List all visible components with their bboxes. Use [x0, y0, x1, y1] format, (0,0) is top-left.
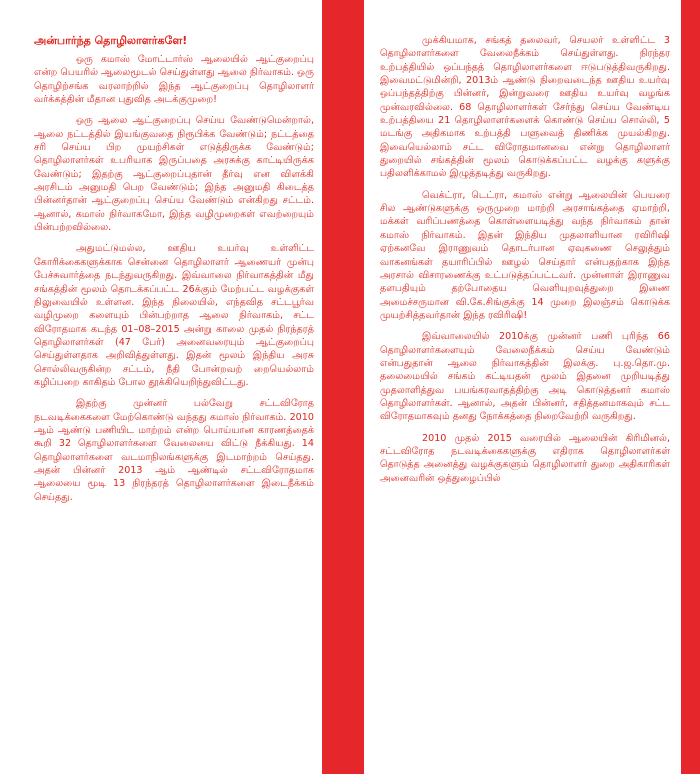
left-column [34, 0, 314, 774]
left-paragraph-2: ஒரு ஆலை ஆட்குறைப்பு செய்ய வேண்டுமென்றால், ஆலை நட்டத்தில் இயங்குவதை நிரூபிக்க வேண்டும்; நட்டத்தை சரி செய்ய பிற முயற்சிகள் எடுத்திருக்க வேண்டும்; தொழிலாளர்கள் உபரியாக இருப்பதை அரசுக்கு காட்டியிருக்க வேண்டும்; இதற்கு ஆட்குறைப்புதான் தீர்வு என விளக்கி அரசிடம் அனுமதி பெற வேண்டும்; இந்த அனுமதி கிடைத்த பின்னர்தான் ஆட்குறைப்பு செய்ய வேண்டும் என்கிறது சட்டம். ஆனால், கமாஸ் நிர்வாகமோ, இந்த வழிமுறைகள் எவற்றையும் பின்பற்றவில்லை. [34, 115, 314, 234]
left-paragraph-1: ஒரு கமாஸ் மோட்டார்ஸ் ஆலையில் ஆட்குறைப்பு என்ற பெயரில் ஆலைமூடல் செய்துள்ளது ஆலை நிர்வாகம். ஒரு தொழிற்சங்க வரலாற்றில் இந்த ஆட்குறைப்பு தொழிலாளர் வர்க்கத்தின் மீதான புதுவித அடக்குமுறை! [34, 54, 314, 106]
right-column [380, 0, 670, 774]
right-paragraph-3: இவ்வாலையில் 2010க்கு முன்னர் பணி புரிந்த 66 தொழிலாளர்களையும் வேலைநீக்கம் செய்ய வேண்டும் என்பதுதான் ஆலை நிர்வாகத்தின் இலக்கு. பு.ஜ.தொ.மு. தலைமையில் சங்கம் கட்டியதன் மூலம் இதனை முறியடித்து முதலாளித்துவ பயங்கரவாதத்திற்கு அடி கொடுத்தனர் கமாஸ் தொழிலாளர்கள். ஆனால், அதன் பின்னர், சதித்தனமாகவும் சட்ட விரோதமாகவும் தனது நோக்கத்தை நிறைவேற்றி வருகிறது. [380, 331, 670, 423]
right-paragraph-1: முக்கியமாக, சங்கத் தலைவர், செயலர் உள்ளிட்ட 3 தொழிலாளர்களை வேலைநீக்கம் செய்துள்ளது. நிரந்தர உற்பத்தியில் ஒப்பந்தத் தொழிலாளர்களை ஈடுபடுத்திவருகிறது. இவைமட்டுமின்றி, 2013ம் ஆண்டு நிறைவடைந்த ஊதிய உயர்வு ஒப்பந்தத்திற்கு பின்னர், இன்றுவரை ஊதிய உயர்வு வழங்க முன்வரவில்லை. 68 தொழிலாளர்கள் சேர்ந்து செய்ய வேண்டிய உற்பத்தியை 21 தொழிலாளர்களைக் கொண்டு செய்ய சொல்லி, 5 மடங்கு அதிகமாக உற்பத்தி பளுவைத் திணிக்க முயல்கிறது. இவையெல்லாம் சட்ட விரோதமானவை என்று தொழிலாளர் துறையில் சங்கத்தின் மூலம் கொடுக்கப்பட்ட வழக்கு களுக்கு பதிலளிக்காமல் இழுத்தடித்து வருகிறது. [380, 35, 670, 180]
page-heading: அன்பார்ந்த தொழிலாளர்களே! [34, 34, 188, 47]
right-paragraph-4: 2010 முதல் 2015 வரையில் ஆலையின் கிரிமினல், சட்டவிரோத நடவடிக்கைகளுக்கு எதிராக தொழிலாளர்கள் தொடுத்த அனைத்து வழக்குகளும் தொழிலாளர் துறை அதிகாரிகள் அனைவரின் ஒத்துழைப்பில் [380, 432, 670, 484]
left-paragraph-3: அதுமட்டுமல்ல, ஊதிய உயர்வு உள்ளிட்ட கோரிக்கைகளுக்காக சென்னை தொழிலாளர் ஆணையர் முன்பு பேச்சுவார்த்தை நடந்துவருகிறது. இவ்வாலை நிர்வாகத்தின் மீது சங்கத்தின் மூலம் தொடக்கப்பட்ட 26க்கும் மேற்பட்ட வழக்குகள் நிலுவையில் உள்ளன. இந்த நிலையில், எந்தவித சட்டபூர்வ வழிமுறை களையும் பின்பற்றாத ஆலை நிர்வாகம், சட்ட விரோதமாக கடந்த 01–08–2015 அன்று காலை முதல் நிரந்தரத் தொழிலாளர்கள் (47 பேர்) அனைவரையும் ஆட்குறைப்பு செய்துள்ளதாக அறிவித்துள்ளது. இதன் மூலம் இந்திய அரசு சொல்லிவருகின்ற சட்டம், நீதி போன்றவற் றையெல்லாம் கழிப்பறை காகிதம் போல தூக்கியெறிந்துவிட்டது. [34, 243, 314, 388]
right-paragraph-2: வெக்ட்ரா, டெட்ரா, கமாஸ் என்று ஆலையின் பெயரை சில ஆண்டுகளுக்கு ஒருமுறை மாற்றி அரசாங்கத்தை ஏமாற்றி, மக்கள் வரிப்பணத்தை கொள்ளையடித்து வந்த நிர்வாகம் தான் கமாஸ் நிர்வாகம். இதன் இந்திய முதலாளியான ரவிரிஷி ஏற்கனவே இராணுவம் தொடர்பான ஏவுகணை செலுத்தும் வாகனங்கள் தயாரிப்பில் ஊழல் செய்தார் என்பதற்காக இந்த அரசால் விசாரணைக்கு உட்படுத்தப்பட்டவர். முன்னாள் இராணுவ தளபதியும் தற்போதைய வெளியுறவுத்துறை இணை அமைச்சருமான வி.கே.சிங்குக்கு 14 முறை இலஞ்சம் கொடுக்க முயற்சித்தவர்தான் இந்த ரவிரிஷி! [380, 189, 670, 321]
left-paragraph-4: இதற்கு முன்னர் பல்வேறு சட்டவிரோத நடவடிக்கைகளை மேற்கொண்டு வந்தது கமாஸ் நிர்வாகம். 2010 ஆம் ஆண்டு பணியிட மாற்றம் என்ற பொய்யான காரணத்தைக் கூறி 32 தொழிலாளர்களை வேலையை விட்டு நீக்கியது. 14 தொழிலாளர்களை வடமாநிலங்களுக்கு இடமாற்றம் செய்தது. அதன் பின்னர் 2013 ஆம் ஆண்டில் சட்டவிரோதமாக ஆலையை மூடி 13 நிரந்தரத் தொழிலாளர்களை இடைநீக்கம் செய்தது. [34, 398, 314, 503]
right-red-band [681, 0, 700, 774]
center-red-band [322, 0, 364, 774]
